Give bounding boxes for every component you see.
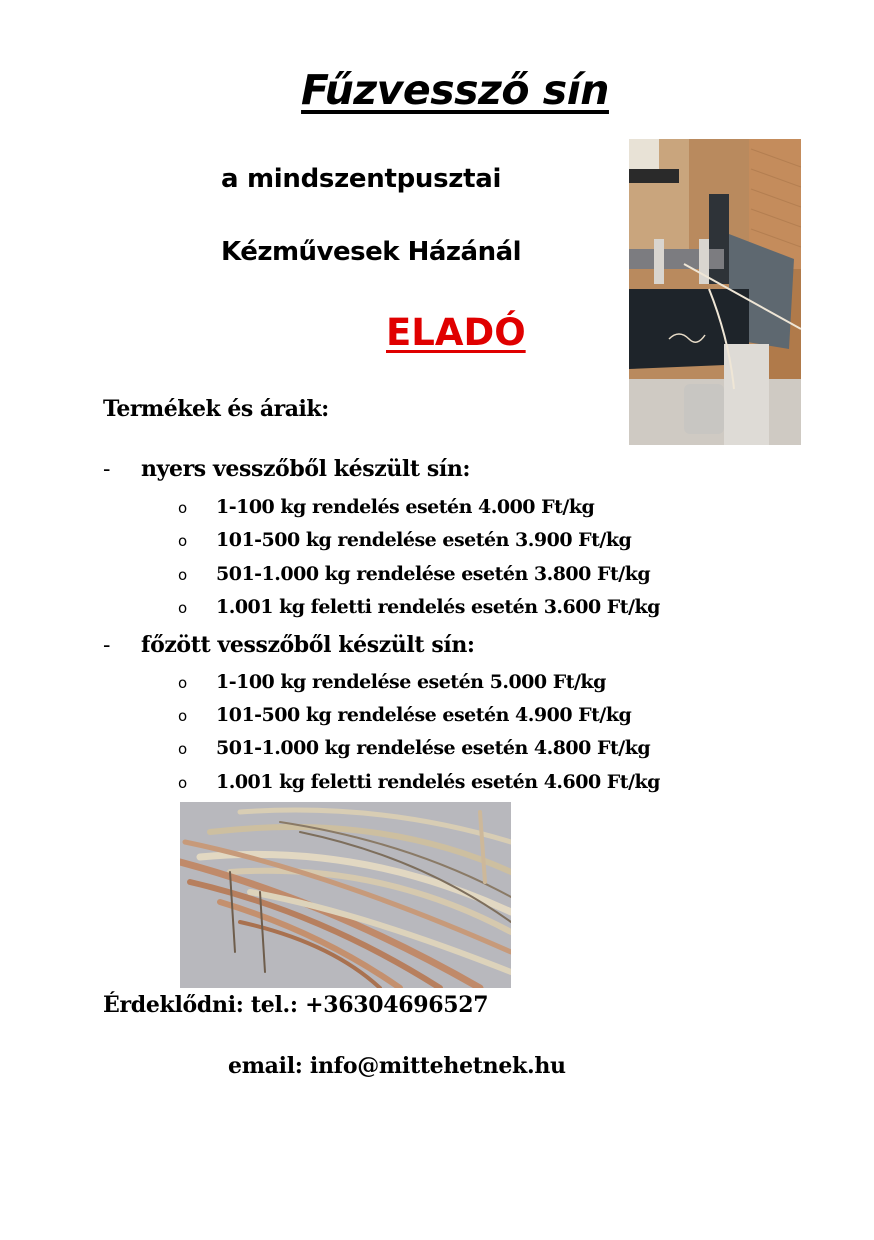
contact-phone: Érdeklődni: tel.: +36304696527 [103,992,489,1018]
price-item [178,563,650,585]
price-item-text: 501-1.000 kg rendelése esetén 4.800 Ft/kg [216,737,651,759]
category-label: nyers vesszőből készült sín: [141,456,471,482]
dash-marker: - [103,633,111,658]
dash-marker: - [103,457,111,482]
circle-bullet-icon: o [178,499,187,517]
subtitle-line-1: a mindszentpusztai [221,164,502,194]
price-item [178,496,594,518]
price-item-text: 1-100 kg rendelése esetén 5.000 Ft/kg [216,671,606,693]
circle-bullet-icon: o [178,740,187,758]
circle-bullet-icon: o [178,674,187,692]
price-item [178,704,631,726]
contact-email: email: info@mittehetnek.hu [228,1053,566,1079]
price-item-text: 101-500 kg rendelése esetén 3.900 Ft/kg [216,529,632,551]
circle-bullet-icon: o [178,566,187,584]
price-item [178,737,650,759]
machine-photo [629,139,801,445]
price-item [178,771,660,793]
category-label: főzött vesszőből készült sín: [141,632,475,658]
circle-bullet-icon: o [178,707,187,725]
page-title: Fűzvessző sín [301,66,609,114]
price-item [178,671,606,693]
price-item-text: 1.001 kg feletti rendelés esetén 3.600 Ft/kg [216,596,660,618]
subtitle-line-2: Kézművesek Házánál [221,237,522,267]
products-heading: Termékek és áraik: [103,396,329,422]
circle-bullet-icon: o [178,599,187,617]
category-raw-rail [103,456,470,482]
price-item-text: 1-100 kg rendelés esetén 4.000 Ft/kg [216,496,595,518]
price-item-text: 501-1.000 kg rendelése esetén 3.800 Ft/kg [216,563,651,585]
category-cooked-rail [103,632,475,658]
price-item-text: 1.001 kg feletti rendelés esetén 4.600 Ft/kg [216,771,660,793]
circle-bullet-icon: o [178,774,187,792]
sale-label: ELADÓ [386,311,526,354]
price-item [178,529,631,551]
circle-bullet-icon: o [178,532,187,550]
price-item [178,596,660,618]
price-item-text: 101-500 kg rendelése esetén 4.900 Ft/kg [216,704,632,726]
willow-strips-photo [180,802,511,988]
